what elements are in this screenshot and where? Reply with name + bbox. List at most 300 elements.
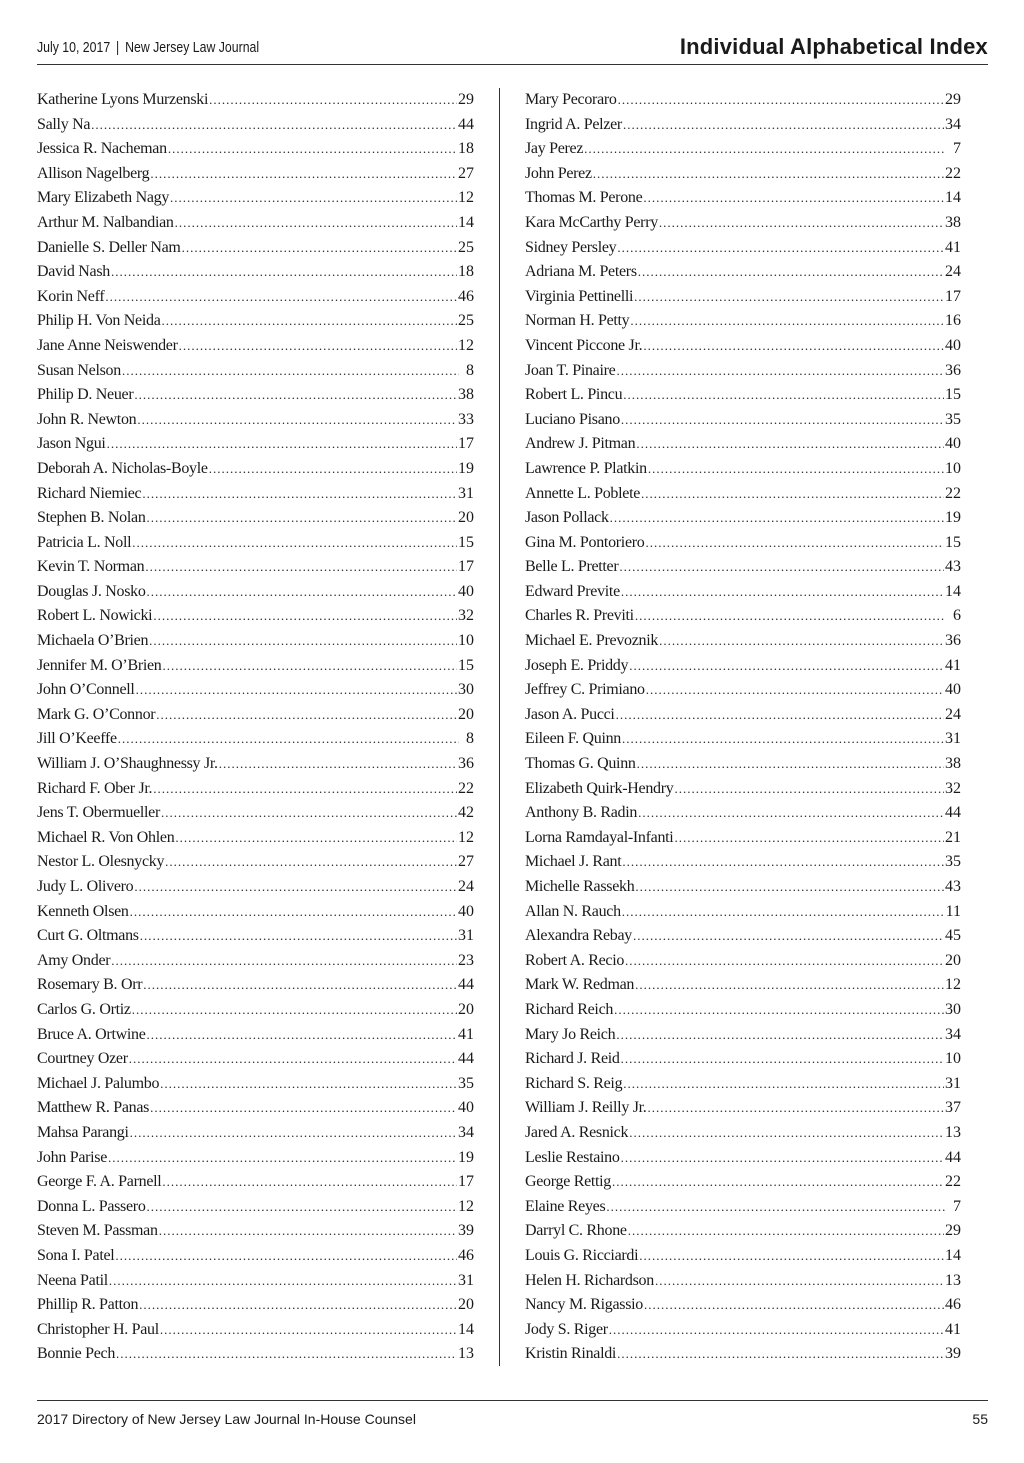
leader-dots: [168, 137, 457, 162]
index-entry: [525, 875, 961, 900]
entry-page-number: 31: [458, 927, 474, 945]
leader-dots: [118, 727, 459, 752]
entry-page-number: 6: [953, 607, 961, 625]
index-entry: [37, 506, 474, 531]
index-entry: [37, 1244, 474, 1269]
entry-page-number: 20: [458, 509, 474, 527]
index-entry: [37, 334, 474, 359]
index-entry: [525, 678, 961, 703]
entry-page-number: 32: [945, 779, 961, 797]
index-entry: [37, 309, 474, 334]
entry-name: Nestor L. Olesnycky: [37, 853, 165, 871]
leader-dots: [105, 285, 457, 310]
entry-name: Kevin T. Norman: [37, 558, 145, 576]
leader-dots: [659, 211, 944, 236]
leader-dots: [147, 1023, 457, 1048]
entry-page-number: 40: [945, 336, 961, 354]
entry-name: Michael J. Palumbo: [37, 1074, 160, 1092]
leader-dots: [116, 1342, 457, 1367]
leader-dots: [643, 186, 944, 211]
entry-page-number: 29: [945, 1222, 961, 1240]
leader-dots: [638, 801, 944, 826]
entry-page-number: 12: [945, 976, 961, 994]
leader-dots: [111, 949, 457, 974]
leader-dots: [621, 1047, 944, 1072]
leader-dots: [617, 1342, 944, 1367]
footer-directory-title: 2017 Directory of New Jersey Law Journal In-House Counsel: [37, 1411, 416, 1427]
entry-page-number: 40: [945, 681, 961, 699]
entry-name: John R. Newton: [37, 410, 137, 428]
entry-page-number: 15: [458, 533, 474, 551]
index-entry: [525, 408, 961, 433]
leader-dots: [145, 555, 457, 580]
leader-dots: [156, 703, 457, 728]
index-entry: [525, 998, 961, 1023]
entry-page-number: 10: [945, 1050, 961, 1068]
index-entry: [37, 1318, 474, 1343]
entry-page-number: 14: [458, 1320, 474, 1338]
entry-name: William J. O’Shaughnessy Jr.: [37, 755, 218, 773]
leader-dots: [628, 1219, 944, 1244]
entry-name: Deborah A. Nicholas-Boyle: [37, 459, 208, 477]
entry-page-number: 17: [458, 435, 474, 453]
entry-page-number: 22: [458, 779, 474, 797]
entry-name: Jeffrey C. Primiano: [525, 681, 645, 699]
leader-dots: [616, 1023, 944, 1048]
page-footer: [37, 1400, 988, 1431]
entry-name: Elizabeth Quirk-Hendry: [525, 779, 674, 797]
entry-page-number: 25: [458, 312, 474, 330]
entry-page-number: 13: [458, 1345, 474, 1363]
index-entry: [37, 162, 474, 187]
entry-page-number: 33: [458, 410, 474, 428]
leader-dots: [610, 506, 944, 531]
entry-page-number: 14: [945, 189, 961, 207]
entry-name: Susan Nelson: [37, 361, 121, 379]
entry-page-number: 29: [458, 91, 474, 108]
entry-name: Jessica R. Nacheman: [37, 140, 167, 158]
index-entry: [37, 777, 474, 802]
index-entry: [525, 137, 961, 162]
index-entry: [37, 850, 474, 875]
entry-name: Phillip R. Patton: [37, 1296, 139, 1314]
entry-name: Richard S. Reig: [525, 1074, 623, 1092]
leader-dots: [630, 309, 944, 334]
header-date: July 10, 2017: [37, 39, 111, 56]
entry-page-number: 19: [458, 459, 474, 477]
index-entry: [37, 531, 474, 556]
entry-page-number: 16: [945, 312, 961, 330]
index-entry: [525, 752, 961, 777]
index-entry: [525, 88, 961, 113]
entry-page-number: 35: [945, 410, 961, 428]
entry-name: Lawrence P. Platkin: [525, 459, 647, 477]
entry-page-number: 10: [458, 632, 474, 650]
entry-name: Neena Patil: [37, 1271, 108, 1289]
leader-dots: [593, 162, 944, 187]
index-entry: [37, 285, 474, 310]
page-header: [37, 30, 988, 65]
entry-name: George Rettig: [525, 1173, 612, 1191]
leader-dots: [136, 678, 457, 703]
entry-name: Mark W. Redman: [525, 976, 635, 994]
entry-name: Michael R. Von Ohlen: [37, 828, 175, 846]
index-entry: [525, 1047, 961, 1072]
index-entry: [37, 1023, 474, 1048]
index-entry: [37, 457, 474, 482]
entry-page-number: 22: [945, 1173, 961, 1191]
entry-page-number: 7: [953, 140, 961, 158]
index-entry: [37, 1269, 474, 1294]
index-entry: [37, 432, 474, 457]
index-entry: [525, 432, 961, 457]
leader-dots: [179, 334, 457, 359]
entry-name: Charles R. Previti: [525, 607, 634, 625]
index-entry: [525, 850, 961, 875]
leader-dots: [140, 924, 457, 949]
entry-page-number: 46: [945, 1296, 961, 1314]
entry-page-number: 22: [945, 484, 961, 502]
entry-name: Adriana M. Peters: [525, 263, 637, 281]
entry-name: Alexandra Rebay: [525, 927, 633, 945]
leader-dots: [619, 555, 944, 580]
entry-page-number: 8: [466, 361, 474, 379]
entry-name: Andrew J. Pitman: [525, 435, 636, 453]
index-entry: [37, 654, 474, 679]
entry-name: Danielle S. Deller Nam: [37, 238, 181, 256]
entry-name: Kristin Rinaldi: [525, 1345, 617, 1363]
index-entry: [525, 1219, 961, 1244]
entry-name: Robert A. Recio: [525, 951, 625, 969]
entry-name: Michael E. Prevoznik: [525, 632, 659, 650]
leader-dots: [617, 236, 944, 261]
entry-page-number: 35: [945, 853, 961, 871]
index-entry: [37, 973, 474, 998]
entry-page-number: 43: [945, 558, 961, 576]
leader-dots: [165, 850, 457, 875]
leader-dots: [115, 1244, 457, 1269]
entry-name: Bruce A. Ortwine: [37, 1025, 146, 1043]
leader-dots: [629, 654, 944, 679]
entry-name: Carlos G. Ortiz: [37, 1000, 131, 1018]
entry-page-number: 37: [945, 1099, 961, 1117]
entry-name: Darryl C. Rhone: [525, 1222, 627, 1240]
leader-dots: [162, 309, 458, 334]
entry-page-number: 17: [945, 287, 961, 305]
leader-dots: [147, 580, 457, 605]
leader-dots: [618, 88, 944, 113]
entry-name: Kara McCarthy Perry: [525, 213, 658, 231]
index-entry: [525, 949, 961, 974]
index-entry: [37, 998, 474, 1023]
entry-name: Mary Pecoraro: [525, 91, 617, 108]
leader-dots: [139, 1293, 457, 1318]
entry-page-number: 25: [458, 238, 474, 256]
entry-page-number: 31: [458, 1271, 474, 1289]
leader-dots: [625, 949, 944, 974]
entry-page-number: 14: [945, 582, 961, 600]
entry-page-number: 19: [458, 1148, 474, 1166]
index-entry: [525, 1096, 961, 1121]
index-entry: [37, 236, 474, 261]
leader-dots: [623, 1072, 944, 1097]
entry-name: William J. Reilly Jr.: [525, 1099, 647, 1117]
index-entry: [525, 900, 961, 925]
entry-name: Richard F. Ober Jr.: [37, 779, 153, 797]
entry-name: Amy Onder: [37, 951, 111, 969]
section-title: Individual Alphabetical Index: [679, 34, 988, 59]
entry-page-number: 11: [945, 902, 961, 920]
entry-page-number: 44: [458, 1050, 474, 1068]
leader-dots: [129, 1047, 457, 1072]
index-entry: [37, 260, 474, 285]
entry-name: Michelle Rassekh: [525, 878, 635, 895]
index-entry: [37, 1096, 474, 1121]
leader-dots: [132, 531, 457, 556]
index-entry: [525, 777, 961, 802]
index-entry: [525, 1269, 961, 1294]
entry-name: Donna L. Passero: [37, 1197, 146, 1215]
leader-dots: [130, 900, 457, 925]
header-separator: |: [116, 39, 120, 56]
index-entry: [525, 555, 961, 580]
entry-page-number: 38: [458, 386, 474, 404]
entry-page-number: 31: [945, 1074, 961, 1092]
leader-dots: [107, 432, 457, 457]
entry-name: Norman H. Petty: [525, 312, 630, 330]
entry-name: Bonnie Pech: [37, 1345, 116, 1363]
index-entry: [525, 482, 961, 507]
entry-page-number: 44: [945, 804, 961, 822]
leader-dots: [209, 88, 457, 113]
entry-name: John Perez: [525, 164, 592, 182]
entry-page-number: 29: [945, 91, 961, 108]
leader-dots: [163, 654, 458, 679]
leader-dots: [639, 1244, 944, 1269]
entry-page-number: 15: [945, 386, 961, 404]
leader-dots: [634, 285, 944, 310]
index-entry: [525, 1023, 961, 1048]
entry-name: Kenneth Olsen: [37, 902, 129, 920]
index-entry: [37, 1293, 474, 1318]
leader-dots: [175, 826, 457, 851]
leader-dots: [137, 408, 457, 433]
entry-name: Luciano Pisano: [525, 410, 620, 428]
leader-dots: [130, 1121, 457, 1146]
entry-name: Lorna Ramdayal-Infanti: [525, 828, 674, 846]
index-entry: [525, 113, 961, 138]
leader-dots: [635, 973, 944, 998]
entry-name: Jill O’Keeffe: [37, 730, 117, 748]
entry-page-number: 20: [945, 951, 961, 969]
index-entry: [37, 727, 474, 752]
entry-name: Mary Jo Reich: [525, 1025, 616, 1043]
footer-page-number: 55: [972, 1411, 988, 1427]
entry-name: Richard J. Reid: [525, 1050, 620, 1068]
leader-dots: [109, 1269, 457, 1294]
leader-dots: [153, 777, 457, 802]
entry-page-number: 44: [458, 976, 474, 994]
leader-dots: [614, 998, 944, 1023]
entry-name: Joan T. Pinaire: [525, 361, 616, 379]
entry-name: Sally Na: [37, 115, 91, 133]
leader-dots: [609, 1318, 944, 1343]
entry-page-number: 20: [458, 1296, 474, 1314]
index-entry: [525, 973, 961, 998]
entry-page-number: 20: [458, 1000, 474, 1018]
entry-name: Jody S. Riger: [525, 1320, 608, 1338]
entry-page-number: 14: [458, 213, 474, 231]
entry-page-number: 46: [458, 287, 474, 305]
entry-name: Jane Anne Neiswender: [37, 336, 178, 354]
entry-page-number: 12: [458, 336, 474, 354]
index-entry: [37, 211, 474, 236]
entry-page-number: 41: [945, 238, 961, 256]
leader-dots: [153, 604, 457, 629]
entry-name: Thomas M. Perone: [525, 189, 643, 207]
leader-dots: [161, 801, 457, 826]
entry-name: Steven M. Passman: [37, 1222, 158, 1240]
leader-dots: [633, 924, 944, 949]
entry-page-number: 18: [458, 263, 474, 281]
entry-name: Katherine Lyons Murzenski: [37, 91, 209, 108]
entry-name: Rosemary B. Orr: [37, 976, 143, 994]
entry-name: Helen H. Richardson: [525, 1271, 654, 1289]
index-entry: [525, 1195, 961, 1220]
leader-dots: [584, 137, 946, 162]
entry-name: Thomas G. Quinn: [525, 755, 636, 773]
index-entry: [37, 629, 474, 654]
entry-page-number: 34: [458, 1123, 474, 1141]
index-entry: [525, 1121, 961, 1146]
leader-dots: [616, 703, 944, 728]
entry-page-number: 39: [945, 1345, 961, 1363]
leader-dots: [638, 260, 944, 285]
entry-page-number: 22: [945, 164, 961, 182]
leader-dots: [623, 113, 944, 138]
leader-dots: [108, 1146, 457, 1171]
index-entry: [525, 186, 961, 211]
entry-name: John O’Connell: [37, 681, 135, 699]
entry-page-number: 24: [945, 705, 961, 723]
index-entry: [37, 924, 474, 949]
index-entry: [37, 113, 474, 138]
leader-dots: [621, 408, 944, 433]
leader-dots: [150, 1096, 457, 1121]
entry-page-number: 13: [945, 1271, 961, 1289]
index-entry: [525, 1146, 961, 1171]
entry-name: Sidney Persley: [525, 238, 617, 256]
entry-name: Michael J. Rant: [525, 853, 622, 871]
leader-dots: [641, 482, 944, 507]
index-entry: [525, 260, 961, 285]
leader-dots: [636, 432, 944, 457]
index-entry: [525, 236, 961, 261]
index-entry: [37, 383, 474, 408]
entry-page-number: 12: [458, 828, 474, 846]
entry-page-number: 23: [458, 951, 474, 969]
index-entry: [525, 285, 961, 310]
entry-page-number: 42: [458, 804, 474, 822]
index-entry: [525, 1342, 961, 1367]
entry-name: Annette L. Poblete: [525, 484, 641, 502]
index-entry: [525, 801, 961, 826]
entry-name: George F. A. Parnell: [37, 1173, 162, 1191]
entry-page-number: 14: [945, 1246, 961, 1264]
entry-name: Jason Pollack: [525, 509, 609, 527]
leader-dots: [621, 1146, 944, 1171]
index-entry: [525, 1244, 961, 1269]
entry-page-number: 19: [945, 509, 961, 527]
leader-dots: [170, 186, 457, 211]
index-entry: [37, 1195, 474, 1220]
index-entry: [525, 383, 961, 408]
entry-name: Robert L. Pincu: [525, 386, 623, 404]
entry-page-number: 45: [945, 927, 961, 945]
leader-dots: [149, 629, 457, 654]
leader-dots: [159, 1219, 457, 1244]
leader-dots: [637, 752, 944, 777]
leader-dots: [122, 359, 459, 384]
leader-dots: [160, 1072, 457, 1097]
leader-dots: [150, 162, 457, 187]
entry-page-number: 31: [458, 484, 474, 502]
index-entry: [37, 678, 474, 703]
entry-name: Curt G. Oltmans: [37, 927, 139, 945]
index-entry: [37, 801, 474, 826]
entry-page-number: 38: [945, 755, 961, 773]
entry-page-number: 7: [953, 1197, 961, 1215]
leader-dots: [606, 1195, 946, 1220]
index-entry: [525, 604, 961, 629]
leader-dots: [616, 359, 944, 384]
index-entry: [37, 186, 474, 211]
index-entry: [37, 900, 474, 925]
entry-name: John Parise: [37, 1148, 108, 1166]
entry-page-number: 41: [945, 656, 961, 674]
leader-dots: [648, 457, 944, 482]
entry-page-number: 41: [458, 1025, 474, 1043]
entry-name: Allison Nagelberg: [37, 164, 150, 182]
entry-name: Edward Previte: [525, 582, 620, 600]
entry-name: Korin Neff: [37, 287, 105, 305]
index-entry: [37, 88, 474, 113]
entry-name: Jennifer M. O’Brien: [37, 656, 162, 674]
leader-dots: [134, 875, 457, 900]
index-entry: [37, 359, 474, 384]
index-entry: [525, 629, 961, 654]
index-entry: [37, 826, 474, 851]
entry-name: Eileen F. Quinn: [525, 730, 621, 748]
leader-dots: [648, 1096, 945, 1121]
entry-page-number: 35: [458, 1074, 474, 1092]
entry-page-number: 40: [458, 902, 474, 920]
entry-name: Mary Elizabeth Nagy: [37, 189, 170, 207]
leader-dots: [622, 727, 944, 752]
leader-dots: [629, 1121, 944, 1146]
entry-page-number: 27: [458, 164, 474, 182]
leader-dots: [659, 629, 944, 654]
header-publication: New Jersey Law Journal: [125, 39, 260, 56]
entry-name: Philip D. Neuer: [37, 386, 134, 404]
index-entry: [525, 703, 961, 728]
leader-dots: [622, 850, 944, 875]
entry-name: Mahsa Parangi: [37, 1123, 129, 1141]
entry-name: Courtney Ozer: [37, 1050, 128, 1068]
entry-name: Sona I. Patel: [37, 1246, 115, 1264]
entry-page-number: 32: [458, 607, 474, 625]
entry-page-number: 36: [945, 361, 961, 379]
